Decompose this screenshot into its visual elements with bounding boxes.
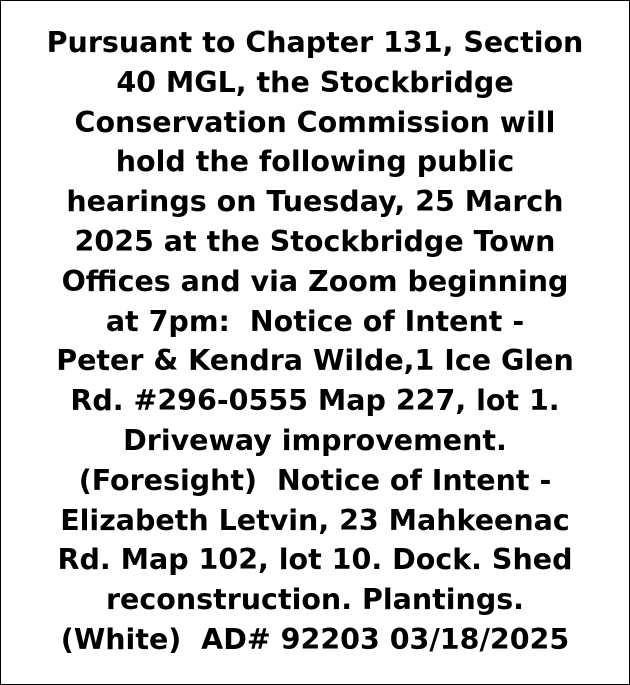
- notice-line: (White) AD# 92203 03/18/2025: [60, 622, 570, 656]
- notice-line: Offices and via Zoom beginning: [61, 264, 569, 298]
- notice-line: Rd. Map 102, lot 10. Dock. Shed: [57, 543, 573, 577]
- notice-line: Driveway improvement.: [123, 423, 507, 457]
- notice-line: (Foresight) Notice of Intent -: [78, 463, 552, 497]
- notice-line: at 7pm: Notice of Intent -: [105, 304, 525, 338]
- notice-line: Elizabeth Letvin, 23 Mahkeenac: [60, 503, 570, 537]
- notice-line: Peter & Kendra Wilde,1 Ice Glen: [56, 344, 574, 378]
- notice-line: hearings on Tuesday, 25 March: [66, 185, 564, 219]
- notice-line: Rd. #296-0555 Map 227, lot 1.: [70, 384, 560, 418]
- legal-notice-text: [9, 23, 621, 660]
- notice-line: Pursuant to Chapter 131, Section: [46, 26, 584, 59]
- notice-line: hold the following public: [115, 145, 515, 179]
- notice-line: 40 MGL, the Stockbridge: [116, 65, 514, 99]
- notice-line: Conservation Commission will: [74, 105, 556, 139]
- notice-line: 2025 at the Stockbridge Town: [74, 224, 556, 258]
- notice-line: reconstruction. Plantings.: [105, 583, 525, 617]
